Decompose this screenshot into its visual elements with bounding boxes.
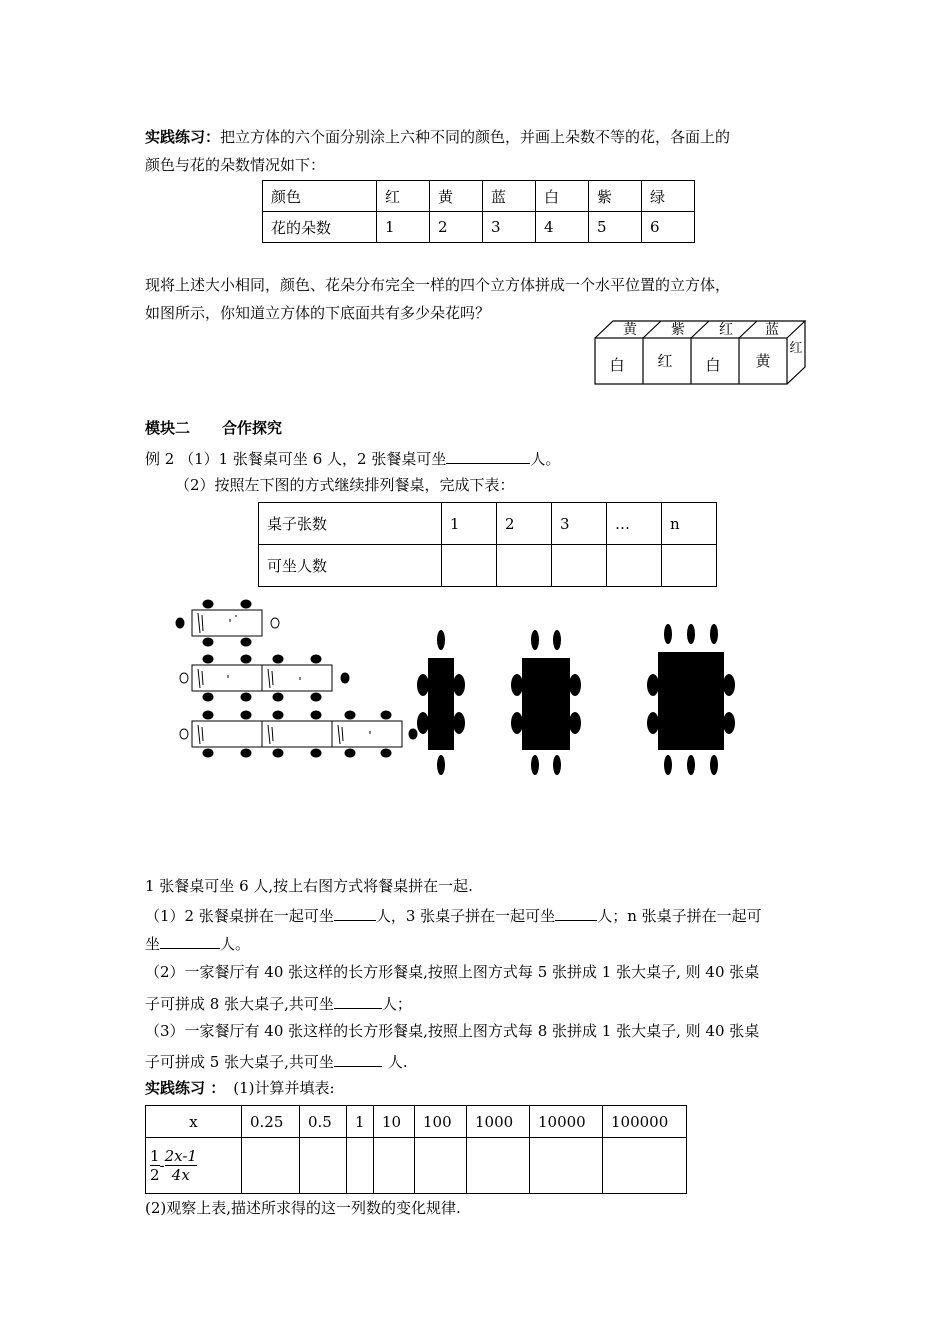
example2-text: 例 2 （1）1 张餐桌可坐 6 人，2 张餐桌可坐 xyxy=(145,450,447,468)
chair xyxy=(710,624,718,644)
chair xyxy=(180,673,188,683)
chair xyxy=(437,630,445,650)
chair xyxy=(453,674,465,696)
chair xyxy=(273,655,283,663)
table-count-table xyxy=(258,502,717,587)
cube-top-face-1: 黄 xyxy=(623,322,637,338)
example2-suffix: 人。 xyxy=(530,450,561,468)
answer-cell[interactable] xyxy=(552,545,607,587)
chair xyxy=(687,755,695,775)
chair xyxy=(511,674,523,696)
answer-cell[interactable] xyxy=(242,1138,300,1194)
table-cell: 白 xyxy=(536,181,589,212)
chair xyxy=(203,655,213,663)
table-cell: 蓝 xyxy=(483,181,536,212)
problem1-text-e: 人。 xyxy=(220,935,251,953)
chair xyxy=(453,712,465,734)
example2-line2: （2）按照左下图的方式继续排列餐桌，完成下表： xyxy=(175,476,515,494)
chair xyxy=(180,729,188,739)
fraction-denominator: 4x xyxy=(171,1166,190,1184)
chair xyxy=(203,711,213,719)
table-cell: 10 xyxy=(374,1106,415,1138)
fraction-denominator: 2 xyxy=(150,1166,160,1184)
table-cell: 10000 xyxy=(530,1106,603,1138)
answer-blank[interactable] xyxy=(555,904,597,921)
answer-cell[interactable] xyxy=(415,1138,467,1194)
table-cell: 0.25 xyxy=(242,1106,300,1138)
answer-cell[interactable] xyxy=(347,1138,374,1194)
practice1-question-line2: 如图所示，你知道立方体的下底面共有多少朵花吗？ xyxy=(145,304,491,322)
chair xyxy=(531,630,539,650)
chair xyxy=(341,673,349,683)
chair xyxy=(203,638,213,646)
chair xyxy=(311,655,321,663)
chair xyxy=(381,749,391,757)
table-cell: 100000 xyxy=(603,1106,687,1138)
problem-intro: 1 张餐桌可坐 6 人,按上右图方式将餐桌拼在一起. xyxy=(145,877,473,895)
problem3-text-b: 子可拼成 5 张大桌子,共可坐 xyxy=(145,1053,334,1071)
chair xyxy=(710,755,718,775)
table-cell: 100 xyxy=(415,1106,467,1138)
table-cell: x xyxy=(146,1106,242,1138)
table-row xyxy=(263,212,695,243)
practice2-line xyxy=(145,1078,335,1098)
cube-front-face-1: 白 xyxy=(609,356,625,374)
practice1-line1 xyxy=(145,127,730,147)
table-arrangement-figure-right xyxy=(410,620,740,780)
answer-cell[interactable] xyxy=(530,1138,603,1194)
chair xyxy=(687,624,695,644)
fraction-numerator: 2x-1 xyxy=(164,1147,197,1165)
table-cell: 6 xyxy=(642,212,695,243)
problem3-line2 xyxy=(145,1050,408,1072)
answer-cell[interactable] xyxy=(607,545,662,587)
problem2-text-c: 人； xyxy=(381,995,412,1013)
table-cell: 1 xyxy=(442,503,497,545)
chair xyxy=(311,749,321,757)
problem2-line2 xyxy=(145,992,412,1014)
table-cell: 黄 xyxy=(430,181,483,212)
answer-blank[interactable] xyxy=(334,992,382,1009)
problem2-line1: （2）一家餐厅有 40 张这样的长方形餐桌,按照上图方式每 5 张拼成 1 张大桌子, 则 40 张桌 xyxy=(145,963,760,981)
table-row xyxy=(259,503,717,545)
chair xyxy=(511,712,523,734)
chair xyxy=(553,630,561,650)
table-cell: 0.5 xyxy=(300,1106,347,1138)
chair xyxy=(381,711,391,719)
problem3-line1: （3）一家餐厅有 40 张这样的长方形餐桌,按照上图方式每 8 张拼成 1 张大桌子, 则 40 张桌 xyxy=(145,1022,760,1040)
table-cell: 可坐人数 xyxy=(259,545,442,587)
chair xyxy=(241,638,251,646)
chair xyxy=(437,755,445,775)
chair xyxy=(271,618,279,628)
practice1-question-line1: 现将上述大小相同，颜色、花朵分布完全一样的四个立方体拼成一个水平位置的立方体， xyxy=(145,276,731,294)
answer-blank[interactable] xyxy=(334,1050,382,1067)
fraction-one-half xyxy=(150,1147,160,1184)
chair xyxy=(176,618,184,628)
compute-table xyxy=(145,1105,687,1194)
answer-blank[interactable] xyxy=(160,932,220,949)
fraction-expression xyxy=(165,1147,197,1184)
chair xyxy=(664,624,672,644)
problem1-text-c: 人；n 张桌子拼在一起可 xyxy=(597,907,762,925)
color-flower-table xyxy=(262,180,695,243)
table-cell: 桌子张数 xyxy=(259,503,442,545)
table-cell: … xyxy=(607,503,662,545)
problem1-line2 xyxy=(145,932,250,954)
formula-cell xyxy=(146,1138,242,1194)
table-row xyxy=(146,1138,687,1194)
dining-table xyxy=(428,658,454,750)
chair xyxy=(664,755,672,775)
table-row xyxy=(146,1106,687,1138)
cube-front-face-3: 白 xyxy=(705,356,721,374)
chair xyxy=(647,674,659,696)
table-cell: 3 xyxy=(552,503,607,545)
practice2-text: (1)计算并填表: xyxy=(233,1079,335,1097)
table-cell: 紫 xyxy=(589,181,642,212)
answer-cell[interactable] xyxy=(300,1138,347,1194)
chair xyxy=(241,749,251,757)
chair xyxy=(311,693,321,701)
cube-figure xyxy=(590,318,810,388)
answer-cell[interactable] xyxy=(497,545,552,587)
chair xyxy=(241,711,251,719)
table-cell: 绿 xyxy=(642,181,695,212)
practice1-heading: 实践练习： xyxy=(145,128,221,146)
table-cell: 颜色 xyxy=(263,181,377,212)
cube-top-face-3: 红 xyxy=(719,322,733,338)
module2-subtitle: 合作探究 xyxy=(222,419,283,437)
cube-top-face-4: 蓝 xyxy=(765,322,779,338)
cube-side-face: 红 xyxy=(789,341,803,356)
answer-cell[interactable] xyxy=(442,545,497,587)
minus-sign: - xyxy=(159,1156,165,1175)
module2-title: 模块二 xyxy=(145,419,191,437)
problem1-line1 xyxy=(145,904,762,926)
chair xyxy=(273,711,283,719)
table-cell: 1000 xyxy=(467,1106,530,1138)
chair xyxy=(273,693,283,701)
table-cell: 2 xyxy=(430,212,483,243)
answer-blank[interactable] xyxy=(334,904,376,921)
answer-cell[interactable] xyxy=(662,545,717,587)
chair xyxy=(345,749,355,757)
practice2-heading: 实践练习 ： xyxy=(145,1079,226,1097)
chair xyxy=(203,693,213,701)
table-cell: 1 xyxy=(347,1106,374,1138)
answer-cell[interactable] xyxy=(374,1138,415,1194)
answer-cell[interactable] xyxy=(467,1138,530,1194)
chair xyxy=(203,600,213,608)
chair xyxy=(241,655,251,663)
example2-line1 xyxy=(145,447,560,469)
table-cell: 4 xyxy=(536,212,589,243)
chair xyxy=(569,674,581,696)
chair xyxy=(417,712,429,734)
chair xyxy=(203,749,213,757)
table-row xyxy=(259,545,717,587)
chair xyxy=(647,712,659,734)
cube-top-face-2: 紫 xyxy=(671,322,685,338)
chair xyxy=(241,600,251,608)
dining-table xyxy=(658,652,724,750)
dining-table xyxy=(522,658,570,750)
answer-cell[interactable] xyxy=(603,1138,687,1194)
table-cell: 花的朵数 xyxy=(263,212,377,243)
cube-front-face-4: 黄 xyxy=(755,352,771,370)
module2-heading xyxy=(145,418,282,438)
problem1-text-d: 坐 xyxy=(145,935,161,953)
problem1-text-b: 人，3 张桌子拼在一起可坐 xyxy=(375,907,556,925)
table-cell: 红 xyxy=(377,181,430,212)
table-arrangement-figure-left xyxy=(170,595,420,765)
chair xyxy=(531,755,539,775)
answer-blank[interactable] xyxy=(446,447,530,464)
practice1-text1: 把立方体的六个面分别涂上六种不同的颜色，并画上朵数不等的花，各面上的 xyxy=(220,128,731,146)
cube-front-face-2: 红 xyxy=(657,352,673,370)
problem3-text-c: 人. xyxy=(387,1053,408,1071)
table-cell: 5 xyxy=(589,212,642,243)
fraction-numerator: 1 xyxy=(150,1147,160,1165)
table-cell: 1 xyxy=(377,212,430,243)
chair xyxy=(723,674,735,696)
chair xyxy=(273,749,283,757)
chair xyxy=(417,674,429,696)
practice1-line2: 颜色与花的朵数情况如下： xyxy=(145,156,326,174)
table-row xyxy=(263,181,695,212)
chair xyxy=(569,712,581,734)
problem1-text-a: （1）2 张餐桌拼在一起可坐 xyxy=(145,907,334,925)
chair xyxy=(723,712,735,734)
chair xyxy=(241,693,251,701)
practice2-question2: (2)观察上表,描述所求得的这一列数的变化规律. xyxy=(145,1199,461,1217)
chair xyxy=(311,711,321,719)
chair xyxy=(553,755,561,775)
table-cell: 2 xyxy=(497,503,552,545)
table-cell: n xyxy=(662,503,717,545)
chair xyxy=(345,711,355,719)
problem2-text-b: 子可拼成 8 张大桌子,共可坐 xyxy=(145,995,334,1013)
table-cell: 3 xyxy=(483,212,536,243)
